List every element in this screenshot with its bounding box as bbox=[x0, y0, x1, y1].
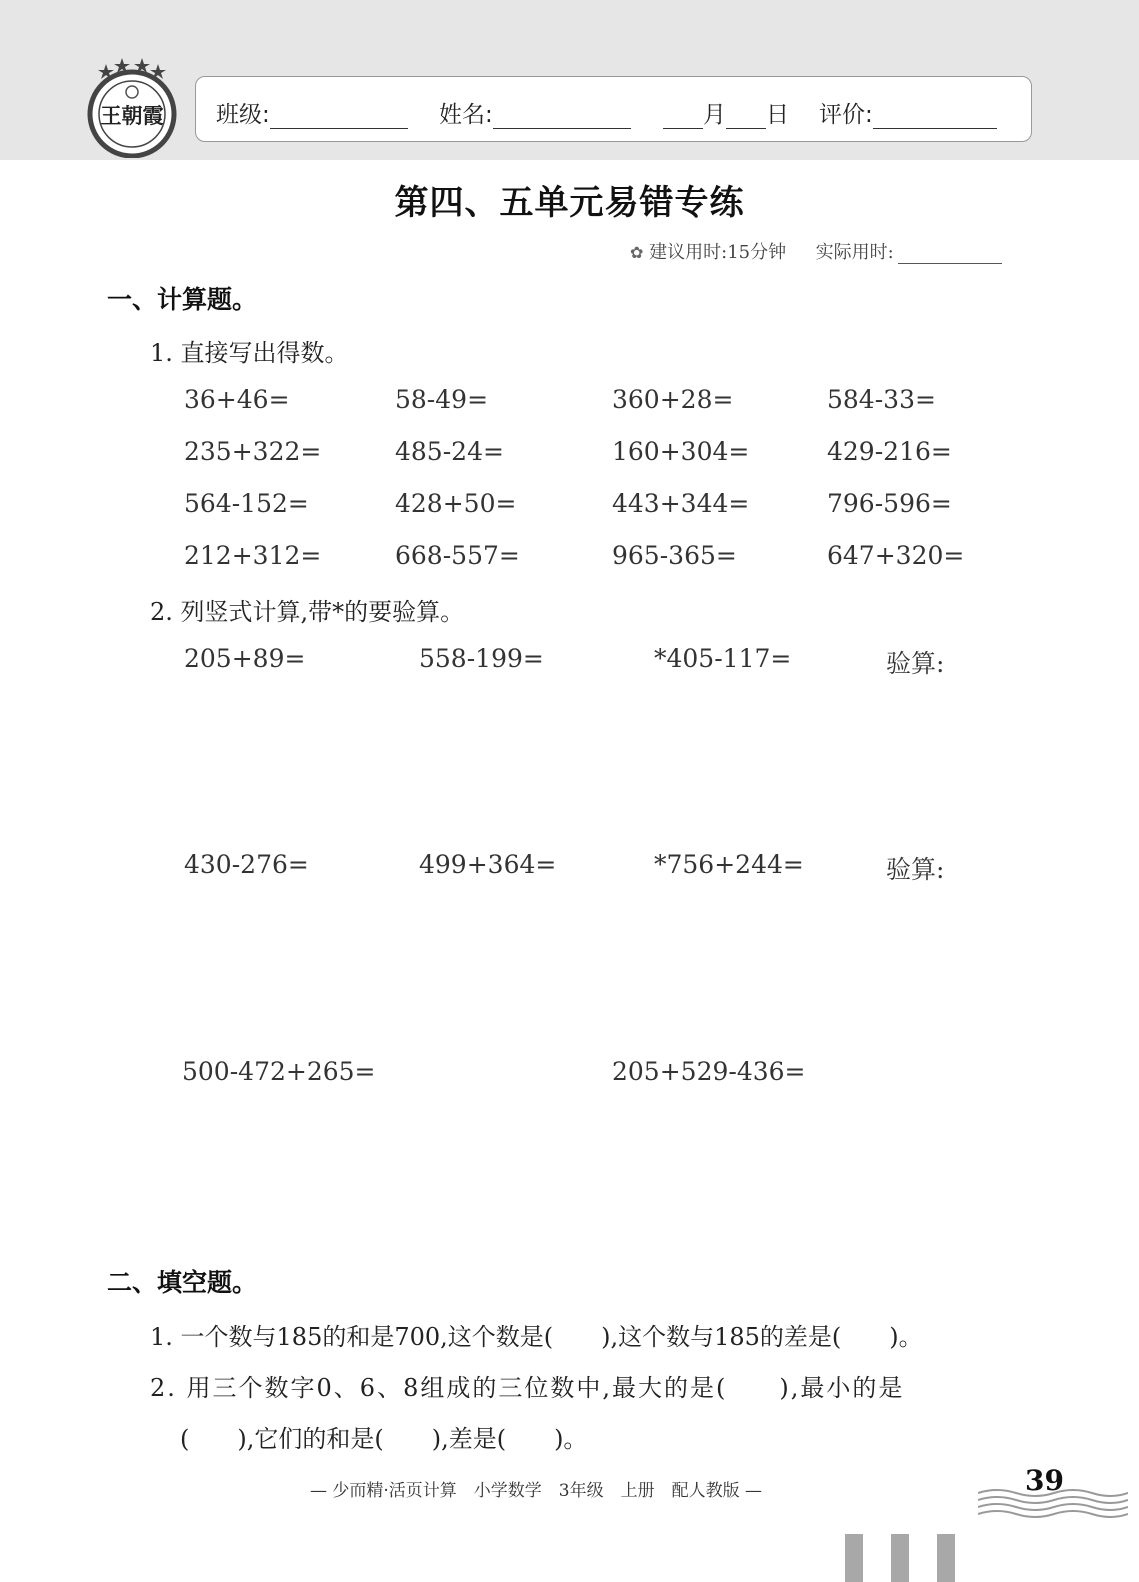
equation: 160+304= bbox=[612, 437, 750, 466]
actual-time-label: 实际用时: bbox=[815, 242, 894, 263]
name-field[interactable] bbox=[439, 96, 631, 129]
equation: 965-365= bbox=[612, 541, 737, 570]
equation: 584-33= bbox=[827, 385, 936, 414]
equation: 429-216= bbox=[827, 437, 952, 466]
vertical-calc-problem: *405-117= bbox=[654, 644, 792, 673]
day-label: 日 bbox=[766, 102, 789, 128]
name-label: 姓名: bbox=[439, 102, 493, 128]
evaluation-field[interactable] bbox=[819, 96, 997, 129]
vertical-calc-problem: 205+529-436= bbox=[612, 1057, 806, 1086]
equation: 235+322= bbox=[184, 437, 322, 466]
vertical-calc-problem: 499+364= bbox=[419, 850, 557, 879]
student-info-box bbox=[195, 76, 1032, 142]
date-field[interactable] bbox=[663, 96, 789, 129]
equation: 668-557= bbox=[395, 541, 520, 570]
suggested-time: 建议用时:15分钟 bbox=[649, 242, 787, 263]
equation: 360+28= bbox=[612, 385, 734, 414]
equation: 485-24= bbox=[395, 437, 504, 466]
q2-prompt: 2. 列竖式计算,带*的要验算。 bbox=[150, 598, 465, 626]
equation: 443+344= bbox=[612, 489, 750, 518]
vertical-calc-problem: 558-199= bbox=[419, 644, 544, 673]
vertical-calc-problem: 430-276= bbox=[184, 850, 309, 879]
q1-prompt: 1. 直接写出得数。 bbox=[150, 339, 349, 367]
section1-heading: 一、计算题。 bbox=[107, 285, 258, 314]
clock-icon: ✿ bbox=[630, 243, 644, 262]
time-line bbox=[630, 238, 1002, 264]
class-field[interactable] bbox=[216, 96, 408, 129]
wave-decoration bbox=[978, 1485, 1128, 1525]
section2-heading: 二、填空题。 bbox=[107, 1268, 258, 1297]
equation: 212+312= bbox=[184, 541, 322, 570]
equation: 647+320= bbox=[827, 541, 965, 570]
equation: 58-49= bbox=[395, 385, 489, 414]
vertical-calc-problem: 205+89= bbox=[184, 644, 306, 673]
equation: 796-596= bbox=[827, 489, 952, 518]
fill-blank-q2-line2: ( ),它们的和是( ),差是( )。 bbox=[180, 1425, 588, 1453]
page-title: 第四、五单元易错专练 bbox=[394, 183, 745, 223]
vertical-calc-problem: 500-472+265= bbox=[182, 1057, 376, 1086]
fill-blank-q2-line1: 2. 用三个数字0、6、8组成的三位数中,最大的是( ),最小的是 bbox=[150, 1374, 905, 1402]
class-label: 班级: bbox=[216, 102, 270, 128]
equation: 428+50= bbox=[395, 489, 517, 518]
equation: 564-152= bbox=[184, 489, 309, 518]
actual-time-blank[interactable] bbox=[898, 245, 1002, 264]
month-label: 月 bbox=[703, 102, 726, 128]
evaluation-label: 评价: bbox=[819, 102, 873, 128]
bottom-bars-decoration bbox=[845, 1534, 955, 1582]
logo-text: 王朝霞 bbox=[100, 103, 164, 128]
vertical-calc-problem: *756+244= bbox=[654, 850, 804, 879]
equation: 36+46= bbox=[184, 385, 290, 414]
fill-blank-q1: 1. 一个数与185的和是700,这个数是( ),这个数与185的差是( )。 bbox=[150, 1323, 923, 1351]
footer-text: — 少而精·活页计算 小学数学 3年级 上册 配人教版 — bbox=[310, 1481, 763, 1501]
page-number: 39 bbox=[1025, 1464, 1064, 1497]
verify-label: 验算: bbox=[886, 855, 945, 884]
verify-label: 验算: bbox=[886, 649, 945, 678]
